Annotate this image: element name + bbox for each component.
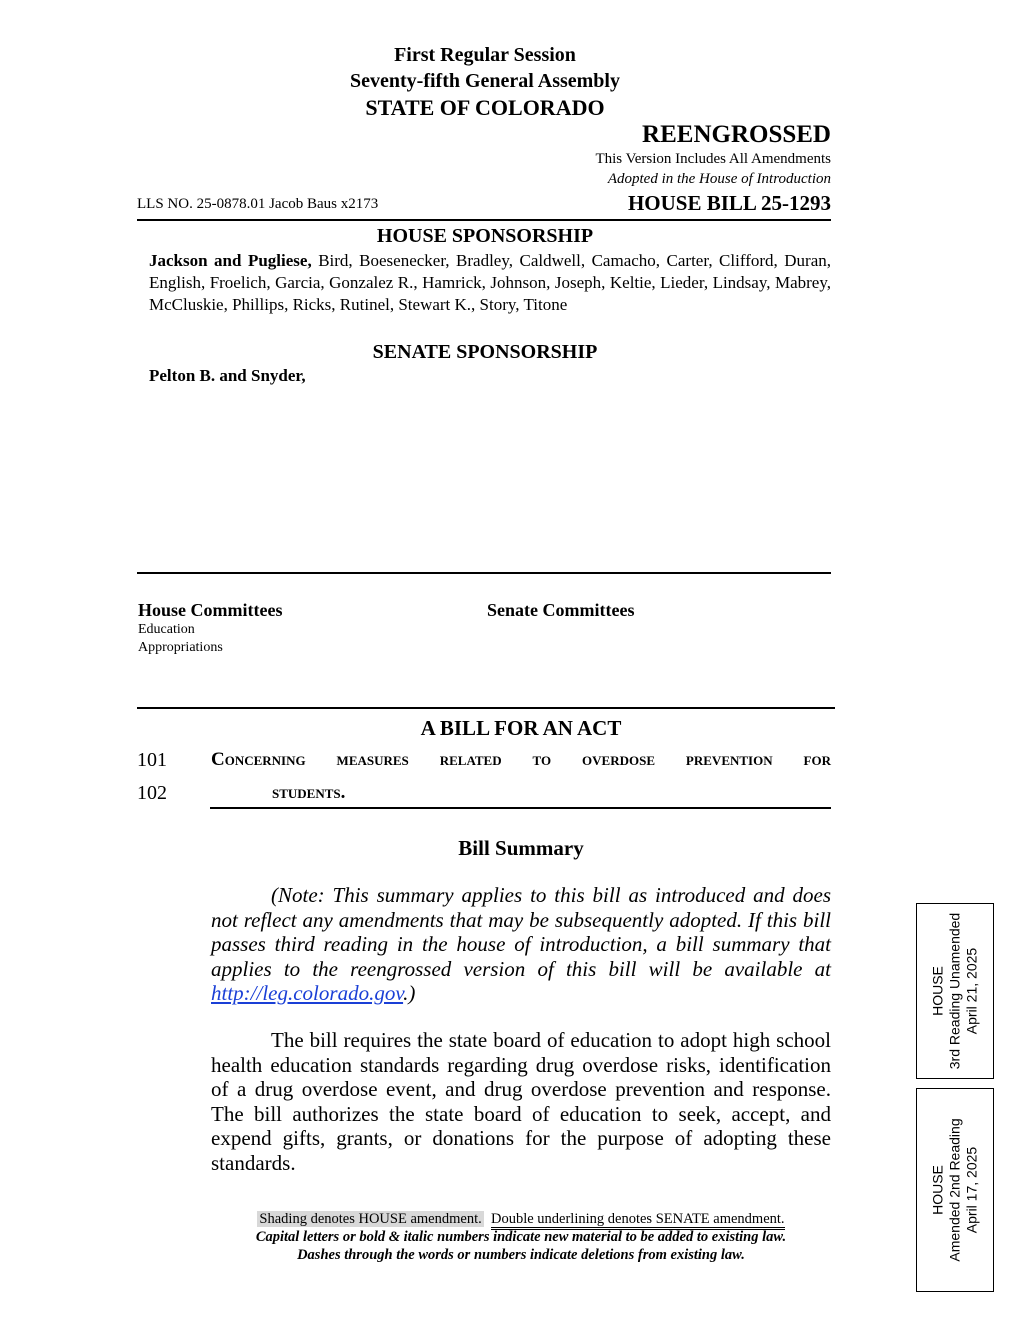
senate-committees-heading: Senate Committees [487,600,635,620]
new-material-note: Capital letters or bold & italic numbers indicate new material to be added to existing law. [255,1229,787,1245]
house-cosponsors: Bird, Boesenecker, Bradley, Caldwell, Camacho, Carter, Clifford, Duran, English, Froelich, Garcia, Gonzalez R., Hamrick, Johnson, Joseph, Keltie, Lieder, Lindsay, Mabrey, McCluskie, Phillips, Ricks, Rutinel, Stewart K., Story, Titone [149,251,831,314]
version-label: REENGROSSED [642,121,831,148]
house-committees-heading: House Committees [138,600,283,620]
bill-title-line-2: students. [272,782,346,803]
stamp-date: April 17, 2025 [963,1146,980,1234]
bill-top-rule [137,707,835,709]
senate-underline-note: Double underlining denotes SENATE amendment. [491,1211,785,1230]
house-third-reading-stamp [916,903,994,1079]
summary-note-text: (Note: This summary applies to this bill as introduced and does not reflect any amendments that may be subsequently adopted. If this bill passes third reading in the house of introduction, a bill summary that applies to the reengrossed version of this bill will be available at [211,883,831,981]
stamp-date: April 21, 2025 [963,947,980,1035]
line-number: 102 [137,782,167,804]
assembly-label: Seventy-fifth General Assembly [350,70,620,92]
bill-number: HOUSE BILL 25-1293 [627,191,831,215]
bill-title-line-1: Concerning measures related to overdose prevention for [211,749,831,770]
deletion-note: Dashes through the words or numbers indicate deletions from existing law. [297,1247,745,1263]
summary-note-end: .) [403,981,416,1005]
summary-note [211,883,831,1006]
header-rule [137,219,831,221]
stamp-action: Amended 2nd Reading [946,1118,963,1262]
senate-primary-sponsors: Pelton B. and Snyder, [149,366,306,385]
house-committee-item: Appropriations [138,640,223,655]
committees-top-rule [137,572,831,574]
amendment-legend [140,1211,902,1228]
version-note-1: This Version Includes All Amendments [595,151,831,167]
version-note-2: Adopted in the House of Introduction [607,171,831,187]
stamp-action: 3rd Reading Unamended [946,912,963,1070]
senate-sponsorship-heading: SENATE SPONSORSHIP [372,341,598,363]
house-sponsorship-heading: HOUSE SPONSORSHIP [376,225,594,247]
house-second-reading-stamp [916,1088,994,1292]
summary-heading: Bill Summary [458,836,584,860]
summary-body: The bill requires the state board of education to adopt high school health education standards regarding drug overdose risks, identification of a drug overdose event, and drug overdose prevention and response. The bill authorizes the state board of education to seek, accept, and expend gifts, grants, or donations for the purpose of adopting these standards. [211,1028,831,1175]
title-rule [210,807,831,809]
state-label: STATE OF COLORADO [365,95,605,120]
bill-heading: A BILL FOR AN ACT [420,716,622,740]
stamp-chamber: HOUSE [929,1165,946,1215]
house-sponsors [149,250,831,316]
lls-number: LLS NO. 25-0878.01 Jacob Baus x2173 [137,196,379,212]
line-number: 101 [137,749,167,771]
house-committee-item: Education [138,622,195,637]
session-label: First Regular Session [394,44,576,66]
stamp-chamber: HOUSE [929,966,946,1016]
house-shading-note: Shading denotes HOUSE amendment. [259,1211,482,1227]
leg-website-link[interactable]: http://leg.colorado.gov [211,981,404,1005]
house-primary-sponsors: Jackson and Pugliese, [149,251,312,270]
